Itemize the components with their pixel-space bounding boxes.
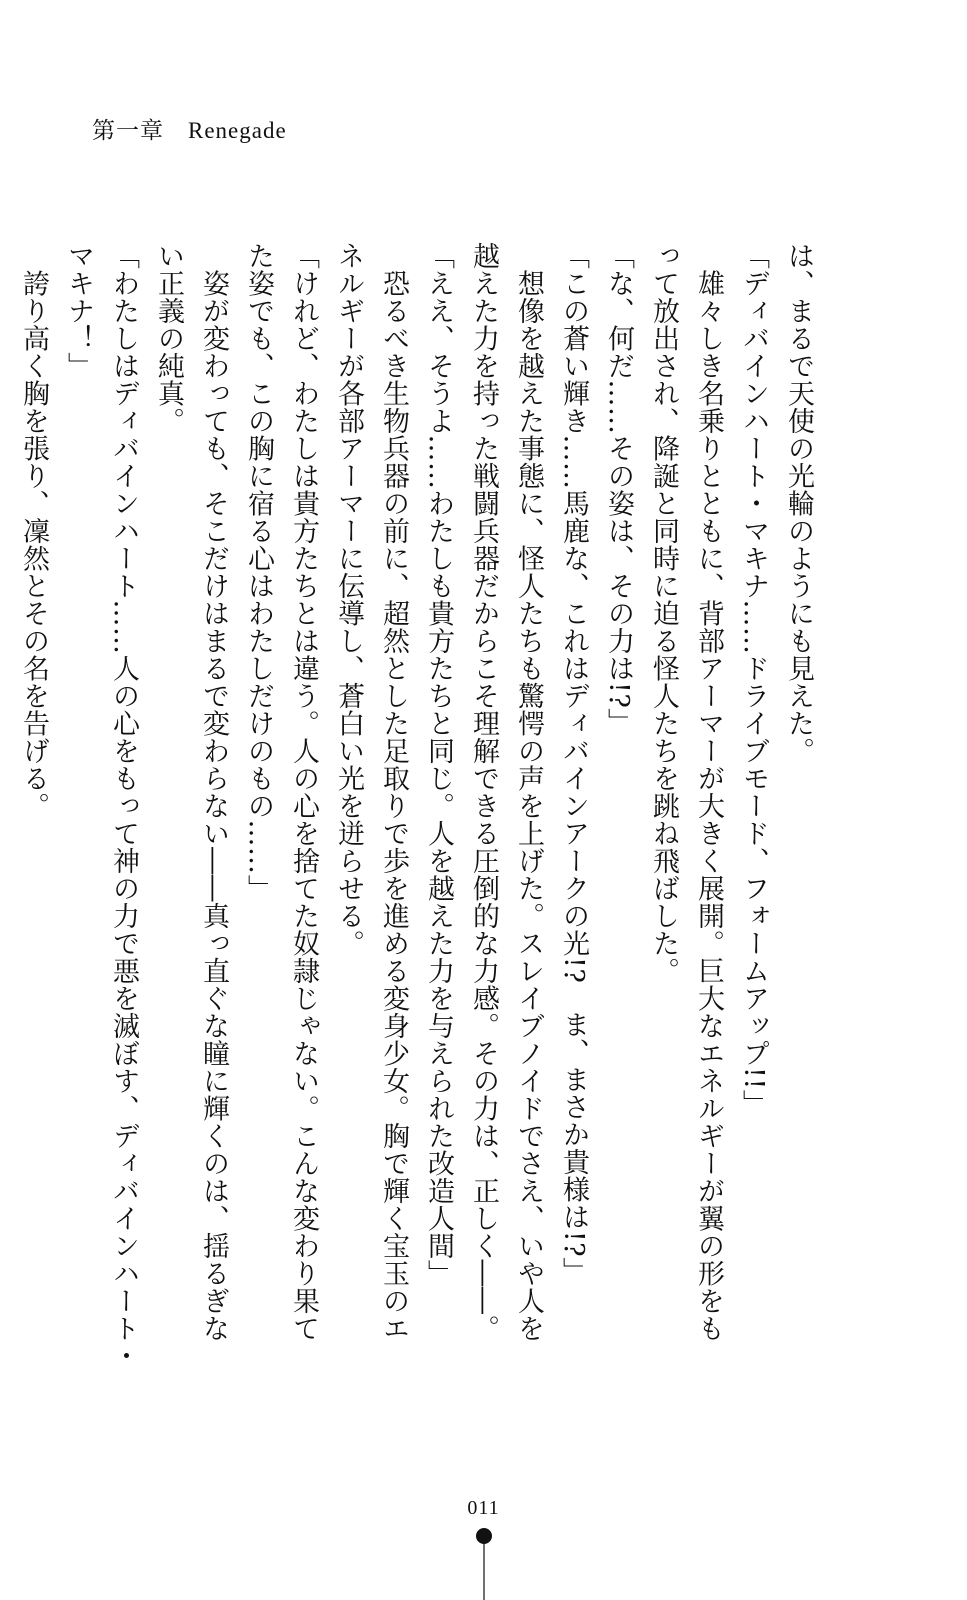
text-line: 想像を越えた事態に、怪人たちも驚愕の声を上げた。スレイブノイドでさえ、いや人を	[513, 242, 544, 1342]
text-line: 姿が変わっても、そこだけはまるで変わらない――真っ直ぐな瞳に輝くのは、揺るぎな	[198, 242, 229, 1342]
page-number: 011	[467, 1497, 500, 1519]
running-header	[92, 112, 287, 145]
text-line: は、まるで天使の光輪のようにも見えた。	[783, 242, 814, 765]
text-line: って放出され、降誕と同時に迫る怪人たちを跳ね飛ばした。	[648, 242, 679, 985]
text-line: 「この蒼い輝き……馬鹿な、これはディバインアークの光!? ま、まさか貴様は!?」	[558, 242, 589, 1285]
text-line: 「けれど、わたしは貴方たちとは違う。人の心を捨てた奴隷じゃない。こんな変わり果て	[288, 242, 319, 1342]
text-line: マキナ！」	[63, 242, 94, 380]
text-line: 雄々しき名乗りとともに、背部アーマーが大きく展開。巨大なエネルギーが翼の形をも	[693, 242, 724, 1342]
text-line: 「な、何だ……その姿は、その力は!?」	[603, 242, 634, 736]
chapter-label: 第一章	[92, 118, 164, 143]
text-line: 「わたしはディバインハート……人の心をもって神の力で悪を滅ぼす、ディバインハート・	[108, 242, 139, 1370]
text-line: 誇り高く胸を張り、凜然とその名を告げる。	[18, 242, 49, 820]
text-line: ネルギーが各部アーマーに伝導し、蒼白い光を迸らせる。	[333, 242, 364, 957]
chapter-title: Renegade	[188, 118, 287, 143]
folio-dot-icon	[474, 1527, 494, 1600]
text-line: い正義の純真。	[153, 242, 184, 435]
text-line: 越えた力を持った戦闘兵器だからこそ理解できる圧倒的な力感。その力は、正しく――。	[468, 242, 499, 1342]
body-text	[11, 242, 821, 1370]
text-line: 「ええ、そうよ……わたしも貴方たちと同じ。人を越えた力を与えられた改造人間」	[423, 242, 454, 1287]
text-line: た姿でも、この胸に宿る心はわたしだけのもの……」	[243, 242, 274, 902]
text-line: 恐るべき生物兵器の前に、超然とした足取りで歩を進める変身少女。胸で輝く宝玉のエ	[378, 242, 409, 1342]
text-line: 「ディバインハート・マキナ……ドライブモード、フォームアップ!!」	[738, 242, 769, 1118]
